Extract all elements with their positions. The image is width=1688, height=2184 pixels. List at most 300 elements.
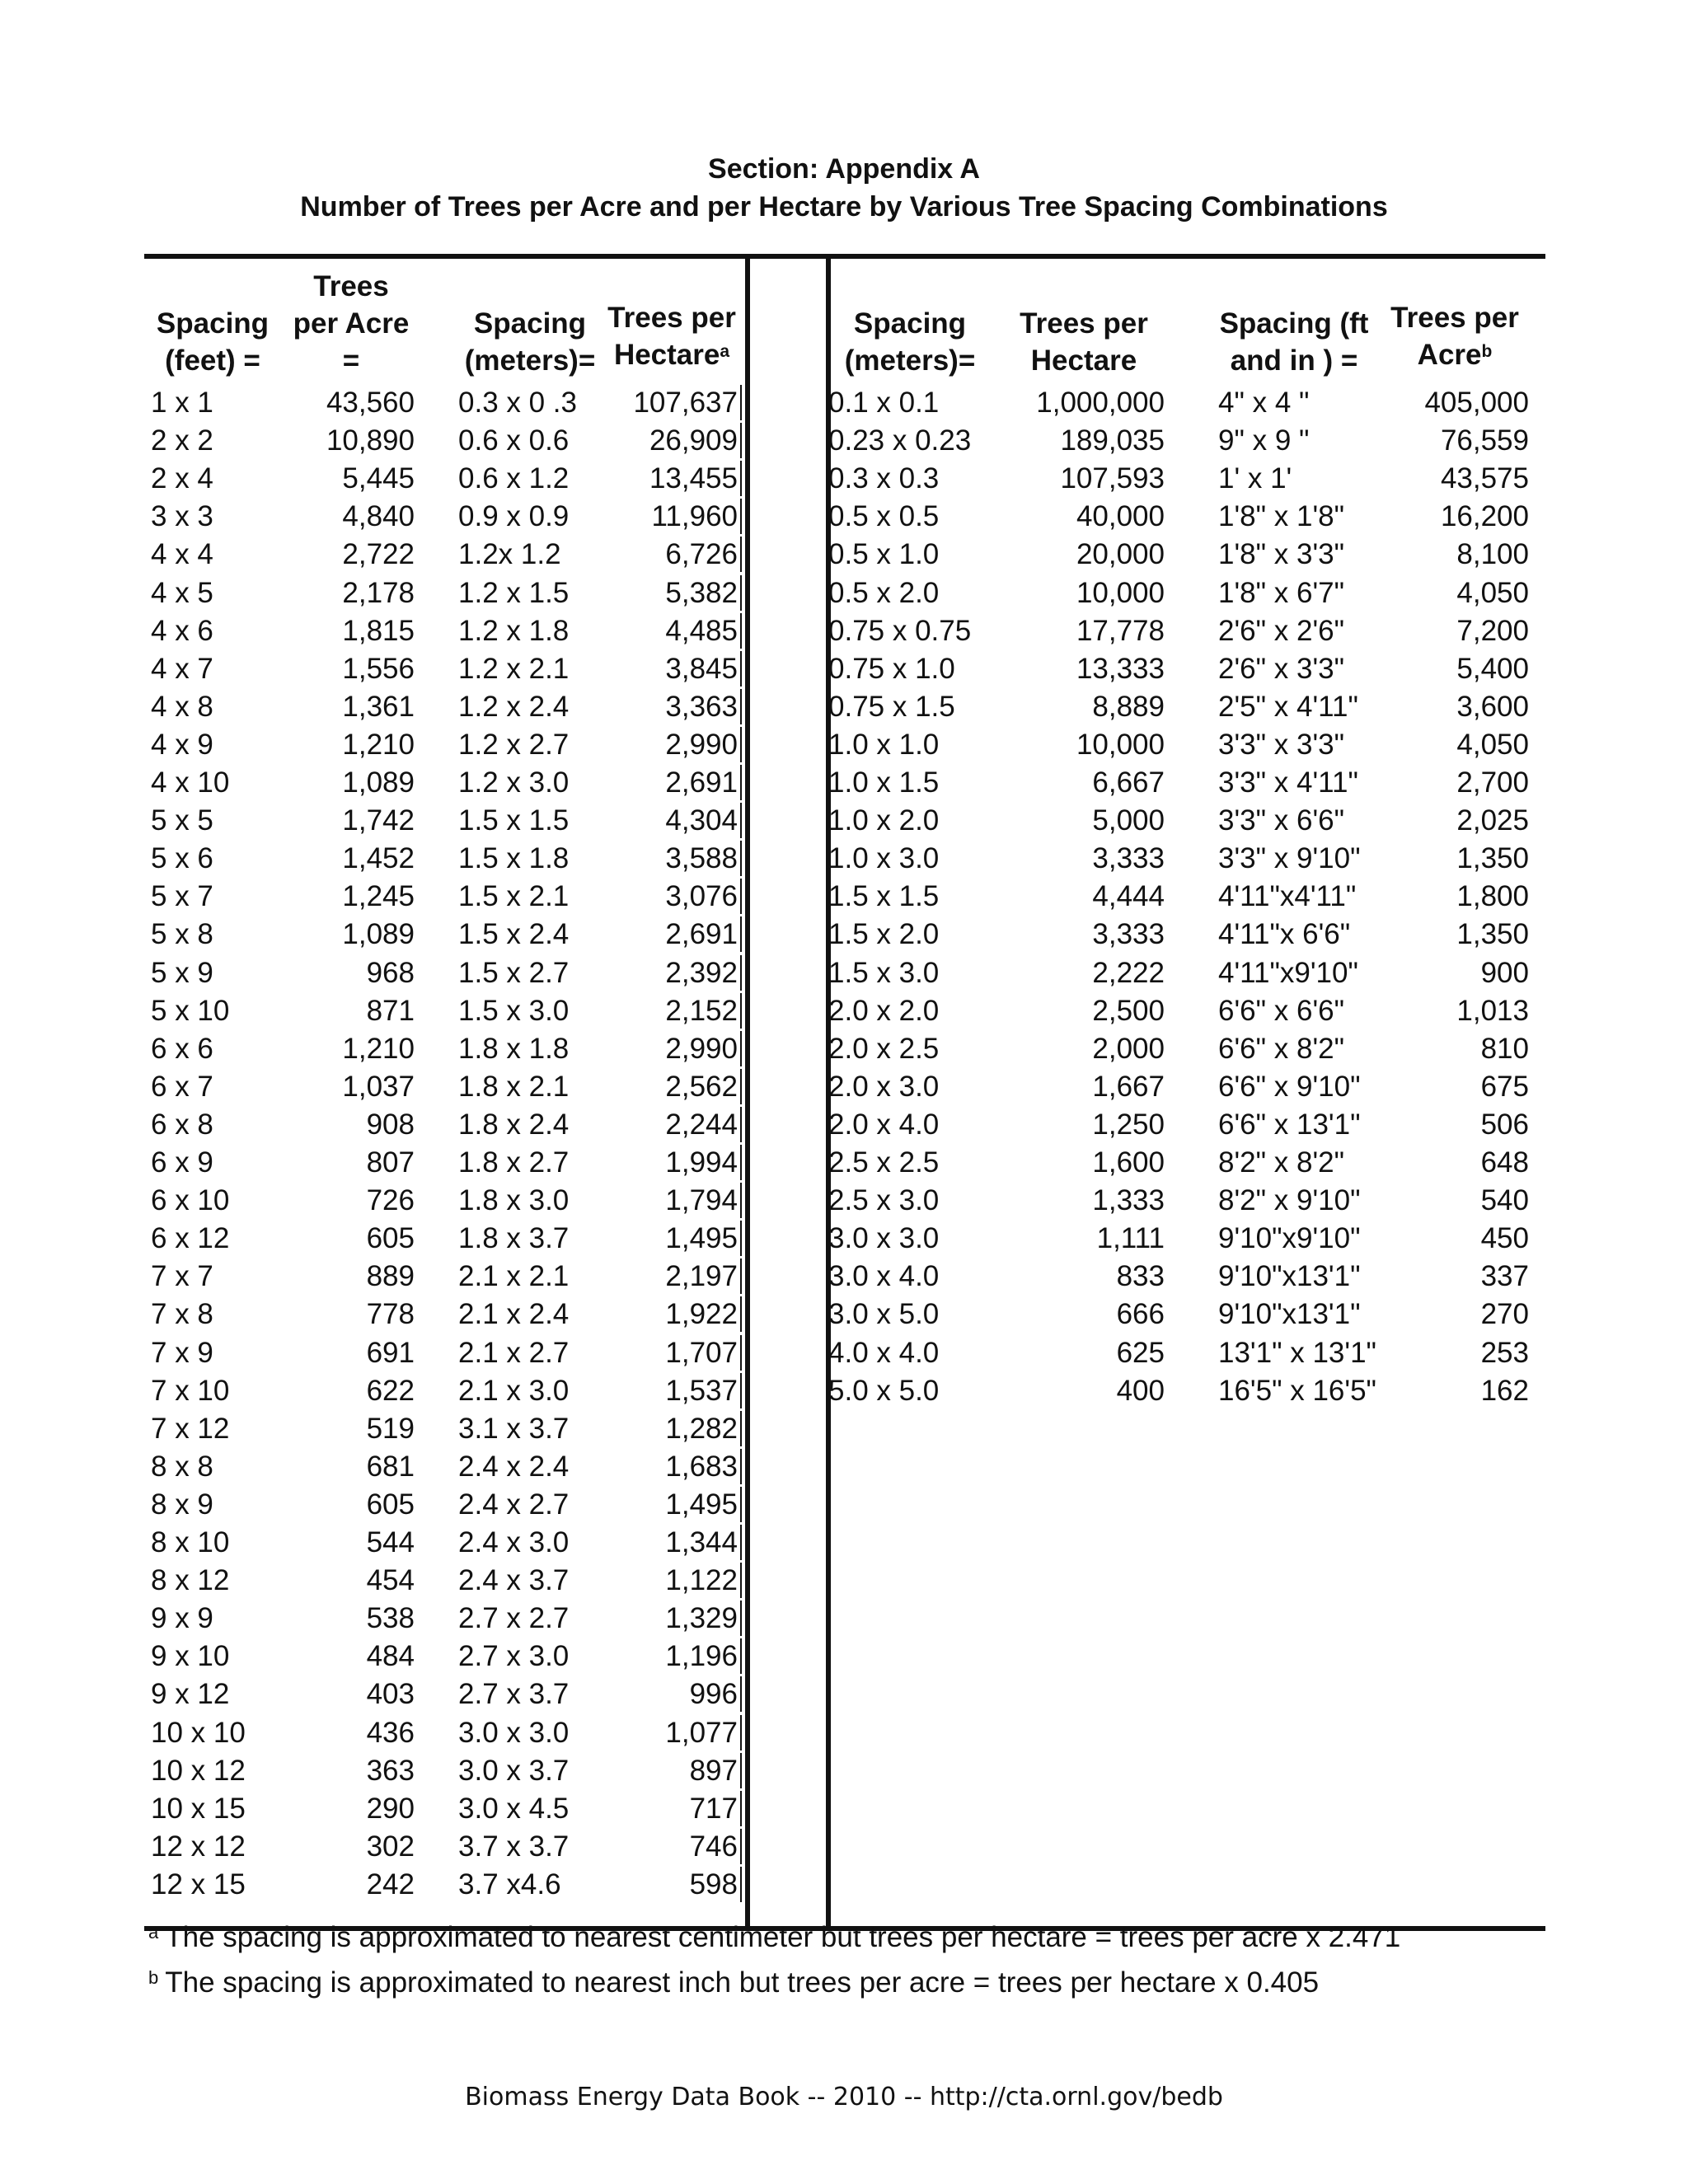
left-cell: 10 x 15 [151,1793,246,1825]
right-cell: 0.5 x 0.5 [828,500,940,532]
right-cell: 0.3 x 0.3 [828,462,940,494]
cell-border [740,537,742,572]
right-cell: 3.0 x 4.0 [828,1260,940,1292]
right-cell: 9'10"x13'1" [1218,1260,1361,1292]
right-cell: 0.5 x 2.0 [828,577,940,609]
left-cell: 3.0 x 3.7 [458,1755,570,1787]
right-cell: 162 [1480,1375,1529,1407]
left-cell: 403 [366,1678,415,1710]
left-cell: 538 [366,1602,415,1634]
right-cell: 4,050 [1456,577,1529,609]
left-cell: 6,726 [665,538,738,570]
left-cell: 1,089 [342,766,415,799]
header-line: (meters)= [464,344,596,377]
left-cell: 4 x 6 [151,615,213,647]
right-cell: 10,000 [1076,729,1165,761]
right-cell: 1.0 x 3.0 [828,842,940,874]
right-cell: 4'11"x 6'6" [1218,918,1351,950]
left-cell: 726 [366,1184,415,1216]
right-cell: 1,013 [1456,995,1529,1027]
left-cell: 5 x 8 [151,918,213,950]
left-cell: 4 x 4 [151,538,213,570]
left-cell: 10 x 12 [151,1755,246,1787]
cell-border [740,1221,742,1256]
left-cell: 1.2 x 1.5 [458,577,570,609]
left-cell: 605 [366,1488,415,1521]
left-cell: 3 x 3 [151,500,213,532]
left-cell: 3.7 x 3.7 [458,1830,570,1863]
left-cell: 2.1 x 3.0 [458,1375,570,1407]
cell-border [740,1107,742,1142]
left-cell: 1,210 [342,729,415,761]
left-cell: 2,392 [665,957,738,989]
left-cell: 107,637 [633,387,738,419]
header-line: and in ) = [1230,344,1358,377]
left-cell: 10,890 [326,424,415,457]
cell-border [740,993,742,1029]
right-cell: 1,667 [1092,1071,1165,1103]
left-cell: 1.8 x 2.7 [458,1146,570,1179]
right-cell: 5,400 [1456,653,1529,685]
header-trees-per-hectare [602,299,742,373]
left-cell: 2,244 [665,1108,738,1141]
left-cell: 3.0 x 4.5 [458,1793,570,1825]
left-cell: 12 x 15 [151,1868,246,1900]
left-cell: 5 x 9 [151,957,213,989]
left-cell: 43,560 [326,387,415,419]
right-cell: 666 [1116,1298,1165,1330]
right-cell: 2,500 [1092,995,1165,1027]
left-cell: 9 x 9 [151,1602,213,1634]
header-spacing-feet [148,305,277,379]
left-cell: 2,990 [665,729,738,761]
header-spacing-ft-in [1212,305,1376,379]
right-cell: 833 [1116,1260,1165,1292]
left-cell: 290 [366,1793,415,1825]
right-cell: 7,200 [1456,615,1529,647]
cell-border [740,1258,742,1294]
right-cell: 4.0 x 4.0 [828,1337,940,1369]
right-cell: 16'5" x 16'5" [1218,1375,1376,1407]
cell-border [740,879,742,914]
right-cell: 1.5 x 3.0 [828,957,940,989]
right-cell: 1,600 [1092,1146,1165,1179]
left-cell: 2.4 x 3.0 [458,1526,570,1558]
right-cell: 2.0 x 4.0 [828,1108,940,1141]
cell-border [740,1601,742,1636]
page-footer: Biomass Energy Data Book -- 2010 -- http://cta.ornl.gov/bedb [465,2083,1223,2111]
right-cell: 4'11"x9'10" [1218,957,1358,989]
left-cell: 1.5 x 3.0 [458,995,570,1027]
right-cell: 405,000 [1424,387,1529,419]
right-cell: 6,667 [1092,766,1165,799]
cell-border [740,803,742,838]
right-cell: 810 [1480,1033,1529,1065]
right-cell: 1'8" x 1'8" [1218,500,1345,532]
cell-border [740,1373,742,1408]
left-cell: 968 [366,957,415,989]
left-cell: 1,077 [665,1717,738,1749]
left-cell: 1.5 x 2.1 [458,880,570,912]
right-cell: 17,778 [1076,615,1165,647]
left-cell: 807 [366,1146,415,1179]
right-cell: 4,050 [1456,729,1529,761]
header-line: Trees per [1020,307,1148,340]
right-cell: 0.75 x 1.0 [828,653,955,685]
left-cell: 5 x 10 [151,995,230,1027]
right-cell: 9'10"x9'10" [1218,1222,1361,1254]
left-cell: 0.3 x 0 .3 [458,387,577,419]
right-cell: 1'8" x 3'3" [1218,538,1345,570]
right-cell: 13,333 [1076,653,1165,685]
left-cell: 1.5 x 1.8 [458,842,570,874]
left-cell: 1.2 x 3.0 [458,766,570,799]
right-cell: 2.0 x 3.0 [828,1071,940,1103]
header-line: (meters)= [844,344,976,377]
cell-border [740,1791,742,1826]
cell-border [740,955,742,991]
footnote-marker: a [148,1922,159,1943]
header-line: Spacing [473,307,587,340]
left-cell: 0.6 x 1.2 [458,462,570,494]
right-cell: 675 [1480,1071,1529,1103]
left-cell: 1.2 x 2.4 [458,691,570,723]
left-cell: 4 x 5 [151,577,213,609]
right-cell: 2'6" x 3'3" [1218,653,1345,685]
left-cell: 5,382 [665,577,738,609]
left-cell: 13,455 [649,462,738,494]
left-cell: 5 x 5 [151,804,213,837]
left-cell: 6 x 10 [151,1184,230,1216]
cell-border [740,1715,742,1750]
left-cell: 746 [689,1830,738,1863]
right-cell: 9'10"x13'1" [1218,1298,1361,1330]
cell-border [740,575,742,611]
left-cell: 1,922 [665,1298,738,1330]
right-cell: 0.23 x 0.23 [828,424,972,457]
right-cell: 6'6" x 8'2" [1218,1033,1345,1065]
right-cell: 450 [1480,1222,1529,1254]
right-cell: 0.75 x 0.75 [828,615,972,647]
right-cell: 2'5" x 4'11" [1218,691,1358,723]
left-cell: 8 x 8 [151,1451,213,1483]
left-cell: 1.8 x 2.1 [458,1071,570,1103]
table-divider-left [745,254,750,1929]
footnote-text: The spacing is approximated to nearest inch but trees per acre = trees per hectare x 0.405 [165,1966,1320,1999]
left-cell: 5,445 [342,462,415,494]
right-cell: 0.75 x 1.5 [828,691,955,723]
left-cell: 1.8 x 2.4 [458,1108,570,1141]
right-cell: 3'3" x 9'10" [1218,842,1361,874]
left-cell: 2,691 [665,918,738,950]
left-cell: 3.0 x 3.0 [458,1717,570,1749]
cell-border [740,1563,742,1598]
right-cell: 506 [1480,1108,1529,1141]
right-cell: 3,600 [1456,691,1529,723]
cell-border [740,727,742,762]
left-cell: 4,304 [665,804,738,837]
left-cell: 1,742 [342,804,415,837]
footnote-b [148,1964,1319,2002]
right-cell: 1.0 x 2.0 [828,804,940,837]
left-cell: 598 [689,1868,738,1900]
header-trees-per-acre [280,268,422,379]
left-cell: 9 x 10 [151,1640,230,1672]
right-cell: 337 [1480,1260,1529,1292]
right-cell: 2.5 x 2.5 [828,1146,940,1179]
right-cell: 40,000 [1076,500,1165,532]
left-cell: 0.9 x 0.9 [458,500,570,532]
left-cell: 7 x 7 [151,1260,213,1292]
left-cell: 889 [366,1260,415,1292]
header-trees-per-acre-right [1385,299,1525,373]
left-cell: 2.7 x 2.7 [458,1602,570,1634]
left-cell: 1 x 1 [151,387,213,419]
left-cell: 1,537 [665,1375,738,1407]
right-cell: 2,700 [1456,766,1529,799]
left-cell: 2,691 [665,766,738,799]
left-cell: 778 [366,1298,415,1330]
left-cell: 3,845 [665,653,738,685]
left-cell: 2,722 [342,538,415,570]
left-cell: 2.4 x 2.4 [458,1451,570,1483]
left-cell: 2 x 2 [151,424,213,457]
right-cell: 3'3" x 3'3" [1218,729,1345,761]
cell-border [740,841,742,876]
right-cell: 3,333 [1092,842,1165,874]
right-cell: 1,111 [1096,1222,1165,1254]
right-cell: 5,000 [1092,804,1165,837]
left-cell: 1,245 [342,880,415,912]
left-cell: 897 [689,1755,738,1787]
left-cell: 5 x 7 [151,880,213,912]
left-cell: 6 x 12 [151,1222,230,1254]
left-cell: 2 x 4 [151,462,213,494]
right-cell: 10,000 [1076,577,1165,609]
right-cell: 3,333 [1092,918,1165,950]
right-cell: 6'6" x 9'10" [1218,1071,1361,1103]
left-cell: 1,556 [342,653,415,685]
left-cell: 544 [366,1526,415,1558]
left-cell: 302 [366,1830,415,1863]
right-cell: 8'2" x 8'2" [1218,1146,1345,1179]
header-line: Trees per [607,302,736,334]
table-top-rule [144,254,1545,259]
left-cell: 3.7 x4.6 [458,1868,561,1900]
header-line: Hectare [1030,344,1137,377]
right-cell: 3.0 x 3.0 [828,1222,940,1254]
left-cell: 1,495 [665,1222,738,1254]
header-line: Spacing [156,307,270,340]
header-line: per Acre [293,307,410,340]
left-cell: 2.7 x 3.7 [458,1678,570,1710]
right-cell: 43,575 [1440,462,1529,494]
cell-border [740,1638,742,1674]
cell-border [740,461,742,496]
right-cell: 1,350 [1456,918,1529,950]
header-trees-per-hectare-right [1001,305,1166,379]
left-cell: 26,909 [649,424,738,457]
left-cell: 3.1 x 3.7 [458,1413,570,1445]
left-cell: 1,122 [665,1564,738,1596]
header-line: Trees per [1390,302,1519,334]
right-cell: 8'2" x 9'10" [1218,1184,1361,1216]
cell-border [740,765,742,800]
cell-border [740,916,742,952]
cell-border [740,499,742,534]
left-cell: 2.1 x 2.7 [458,1337,570,1369]
footnote-marker: a [720,342,730,361]
left-cell: 1,196 [665,1640,738,1672]
cell-border [740,1411,742,1446]
cell-border [740,651,742,687]
footnote-marker: b [148,1967,159,1988]
left-cell: 1,994 [665,1146,738,1179]
left-cell: 605 [366,1222,415,1254]
right-cell: 1'8" x 6'7" [1218,577,1345,609]
left-cell: 2,990 [665,1033,738,1065]
left-cell: 681 [366,1451,415,1483]
left-cell: 3,588 [665,842,738,874]
left-cell: 2.1 x 2.4 [458,1298,570,1330]
cell-border [740,1829,742,1864]
left-cell: 6 x 6 [151,1033,213,1065]
header-text: Acre [1417,339,1482,371]
right-cell: 1.5 x 1.5 [828,880,940,912]
cell-border [740,1449,742,1484]
left-cell: 484 [366,1640,415,1672]
right-cell: 540 [1480,1184,1529,1216]
right-cell: 1,333 [1092,1184,1165,1216]
cell-border [740,1525,742,1560]
left-cell: 1,089 [342,918,415,950]
right-cell: 2'6" x 2'6" [1218,615,1345,647]
right-cell: 1' x 1' [1218,462,1292,494]
left-cell: 1.2x 1.2 [458,538,561,570]
left-cell: 454 [366,1564,415,1596]
left-cell: 242 [366,1868,415,1900]
cell-border [740,385,742,420]
right-cell: 253 [1480,1337,1529,1369]
left-cell: 1.8 x 3.0 [458,1184,570,1216]
left-cell: 2,178 [342,577,415,609]
header-line: (feet) = [165,344,260,377]
left-cell: 519 [366,1413,415,1445]
right-cell: 8,100 [1456,538,1529,570]
left-cell: 2,197 [665,1260,738,1292]
footnote-text: The spacing is approximated to nearest centimeter but trees per hectare = trees per acre x 2.471 [165,1921,1401,1953]
left-cell: 1,495 [665,1488,738,1521]
right-cell: 1.5 x 2.0 [828,918,940,950]
right-cell: 2.0 x 2.0 [828,995,940,1027]
left-cell: 436 [366,1717,415,1749]
cell-border [740,1145,742,1180]
left-cell: 6 x 9 [151,1146,213,1179]
right-cell: 2.5 x 3.0 [828,1184,940,1216]
right-cell: 107,593 [1060,462,1165,494]
right-cell: 3.0 x 5.0 [828,1298,940,1330]
left-cell: 1.2 x 2.1 [458,653,570,685]
left-cell: 1.5 x 1.5 [458,804,570,837]
right-cell: 4" x 4 " [1218,387,1310,419]
header-line: Trees [313,270,389,302]
left-cell: 1,361 [342,691,415,723]
left-cell: 691 [366,1337,415,1369]
page-subtitle: Number of Trees per Acre and per Hectare by Various Tree Spacing Combinations [300,191,1388,223]
left-cell: 4 x 10 [151,766,230,799]
right-cell: 625 [1116,1337,1165,1369]
left-cell: 5 x 6 [151,842,213,874]
left-cell: 10 x 10 [151,1717,246,1749]
left-cell: 2.4 x 3.7 [458,1564,570,1596]
cell-border [740,1335,742,1371]
right-cell: 6'6" x 6'6" [1218,995,1345,1027]
left-cell: 1,329 [665,1602,738,1634]
cell-border [740,423,742,458]
left-cell: 11,960 [651,500,738,532]
cell-border [740,1069,742,1104]
left-cell: 3,076 [665,880,738,912]
right-cell: 0.1 x 0.1 [828,387,940,419]
left-cell: 1.8 x 3.7 [458,1222,570,1254]
left-cell: 8 x 9 [151,1488,213,1521]
left-cell: 1.5 x 2.4 [458,918,570,950]
left-cell: 1,683 [665,1451,738,1483]
left-cell: 1.8 x 1.8 [458,1033,570,1065]
right-cell: 8,889 [1092,691,1165,723]
right-cell: 270 [1480,1298,1529,1330]
left-cell: 12 x 12 [151,1830,246,1863]
right-cell: 1,800 [1456,880,1529,912]
right-cell: 1,250 [1092,1108,1165,1141]
right-cell: 1,000,000 [1036,387,1165,419]
left-cell: 8 x 10 [151,1526,230,1558]
right-cell: 9" x 9 " [1218,424,1310,457]
cell-border [740,1867,742,1902]
header-line [602,336,742,373]
left-cell: 6 x 7 [151,1071,213,1103]
left-cell: 4 x 7 [151,653,213,685]
cell-border [740,1487,742,1522]
header-line: = [342,344,360,377]
left-cell: 1,707 [665,1337,738,1369]
right-cell: 2,000 [1092,1033,1165,1065]
page-title: Section: Appendix A [708,153,980,185]
left-cell: 8 x 12 [151,1564,230,1596]
left-cell: 4,485 [665,615,738,647]
right-cell: 20,000 [1076,538,1165,570]
right-cell: 1.0 x 1.5 [828,766,940,799]
left-cell: 622 [366,1375,415,1407]
left-cell: 2.1 x 2.1 [458,1260,570,1292]
header-line: Spacing (ft [1219,307,1369,340]
cell-border [740,613,742,649]
right-cell: 3'3" x 6'6" [1218,804,1345,837]
left-cell: 1,344 [665,1526,738,1558]
left-cell: 7 x 12 [151,1413,230,1445]
right-cell: 6'6" x 13'1" [1218,1108,1361,1141]
left-cell: 7 x 8 [151,1298,213,1330]
right-cell: 0.5 x 1.0 [828,538,940,570]
left-cell: 363 [366,1755,415,1787]
left-cell: 1,815 [342,615,415,647]
right-cell: 2,025 [1456,804,1529,837]
left-cell: 0.6 x 0.6 [458,424,570,457]
left-cell: 2.7 x 3.0 [458,1640,570,1672]
left-cell: 1,037 [342,1071,415,1103]
left-cell: 1,210 [342,1033,415,1065]
header-spacing-meters-right [828,305,992,379]
